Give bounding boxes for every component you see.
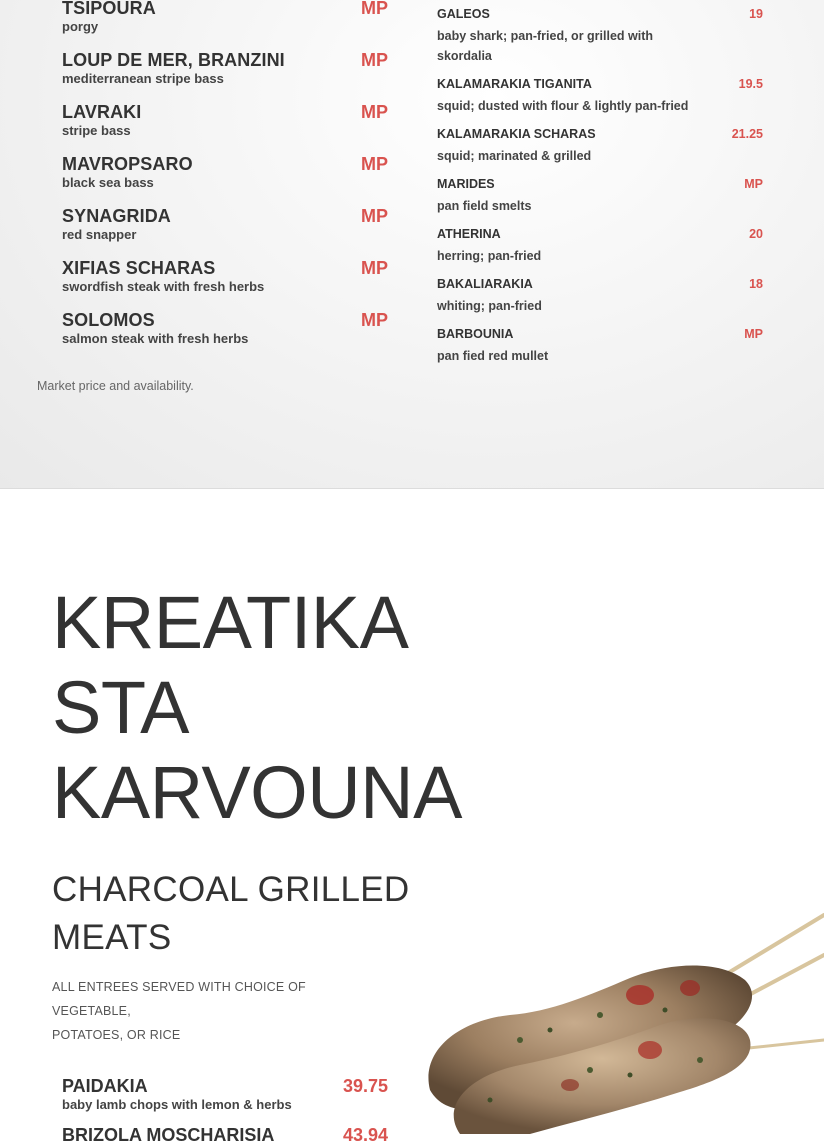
item-price: 20 bbox=[749, 227, 763, 241]
title-line: KREATIKA bbox=[52, 581, 409, 664]
item-price: 19 bbox=[749, 7, 763, 21]
subtitle-line: MEATS bbox=[52, 918, 172, 957]
menu-item bbox=[62, 257, 388, 309]
item-desc: red snapper bbox=[62, 227, 137, 242]
section-subtitle bbox=[52, 866, 432, 962]
item-desc: mediterranean stripe bass bbox=[62, 71, 224, 86]
item-name: GALEOS bbox=[437, 7, 490, 21]
item-price: MP bbox=[361, 0, 388, 18]
item-name: LOUP DE MER, BRANZINI bbox=[62, 50, 285, 70]
item-desc: baby shark; pan-fried, or grilled with skordalia bbox=[437, 29, 654, 63]
item-desc: squid; dusted with flour & lightly pan-fried bbox=[437, 99, 689, 113]
entree-note bbox=[52, 975, 372, 1047]
item-price: MP bbox=[744, 177, 763, 191]
item-name: MARIDES bbox=[437, 177, 495, 191]
menu-item bbox=[62, 153, 388, 205]
item-name: KALAMARAKIA SCHARAS bbox=[437, 127, 596, 141]
menu-item bbox=[62, 309, 388, 361]
note-line: ALL ENTREES SERVED WITH CHOICE OF VEGETABLE, bbox=[52, 980, 306, 1018]
market-price-note: Market price and availability. bbox=[37, 379, 194, 393]
item-price: MP bbox=[744, 327, 763, 341]
menu-item bbox=[62, 0, 388, 49]
item-name: MAVROPSARO bbox=[62, 154, 193, 174]
item-name: SOLOMOS bbox=[62, 310, 155, 330]
item-name: BARBOUNIA bbox=[437, 327, 514, 341]
item-desc: squid; marinated & grilled bbox=[437, 149, 592, 163]
item-price: MP bbox=[361, 154, 388, 174]
item-desc: herring; pan-fried bbox=[437, 249, 542, 263]
item-desc: porgy bbox=[62, 19, 99, 34]
seafood-section bbox=[0, 0, 824, 489]
item-name: TSIPOURA bbox=[62, 0, 156, 18]
item-desc: salmon steak with fresh herbs bbox=[62, 331, 249, 346]
item-name: PAIDAKIA bbox=[62, 1076, 148, 1096]
section-title bbox=[52, 580, 472, 835]
item-desc: swordfish steak with fresh herbs bbox=[62, 279, 265, 294]
item-name: BAKALIARAKIA bbox=[437, 277, 533, 291]
item-desc: stripe bass bbox=[62, 123, 131, 138]
item-desc: pan field smelts bbox=[437, 199, 532, 213]
item-price: 39.75 bbox=[342, 1076, 388, 1096]
item-name: SYNAGRIDA bbox=[62, 206, 171, 226]
item-price: 21.25 bbox=[731, 127, 763, 141]
item-price: MP bbox=[361, 50, 388, 70]
title-line: STA bbox=[52, 666, 189, 749]
item-desc: black sea bass bbox=[62, 175, 154, 190]
menu-item bbox=[62, 49, 388, 101]
title-line: KARVOUNA bbox=[52, 751, 462, 834]
item-price: 19.5 bbox=[738, 77, 763, 91]
item-desc: pan fied red mullet bbox=[437, 349, 549, 363]
item-price: 43.94 bbox=[342, 1125, 388, 1145]
item-price: MP bbox=[361, 206, 388, 226]
grilled-meat-skewer-photo bbox=[400, 900, 824, 1134]
menu-item bbox=[62, 101, 388, 153]
item-desc: baby lamb chops with lemon & herbs bbox=[62, 1097, 292, 1112]
note-line: POTATOES, OR RICE bbox=[52, 1028, 181, 1042]
item-name: BRIZOLA MOSCHARISIA bbox=[62, 1125, 275, 1145]
item-name: XIFIAS SCHARAS bbox=[62, 258, 216, 278]
subtitle-line: CHARCOAL GRILLED bbox=[52, 870, 410, 909]
item-name: KALAMARAKIA TIGANITA bbox=[437, 77, 592, 91]
item-price: MP bbox=[361, 102, 388, 122]
skewer-illustration bbox=[400, 900, 824, 1134]
item-desc: whiting; pan-fried bbox=[437, 299, 542, 313]
item-price: MP bbox=[361, 310, 388, 330]
item-name: LAVRAKI bbox=[62, 102, 142, 122]
item-price: 18 bbox=[749, 277, 763, 291]
item-name: ATHERINA bbox=[437, 227, 501, 241]
item-price: MP bbox=[361, 258, 388, 278]
menu-item bbox=[62, 205, 388, 257]
